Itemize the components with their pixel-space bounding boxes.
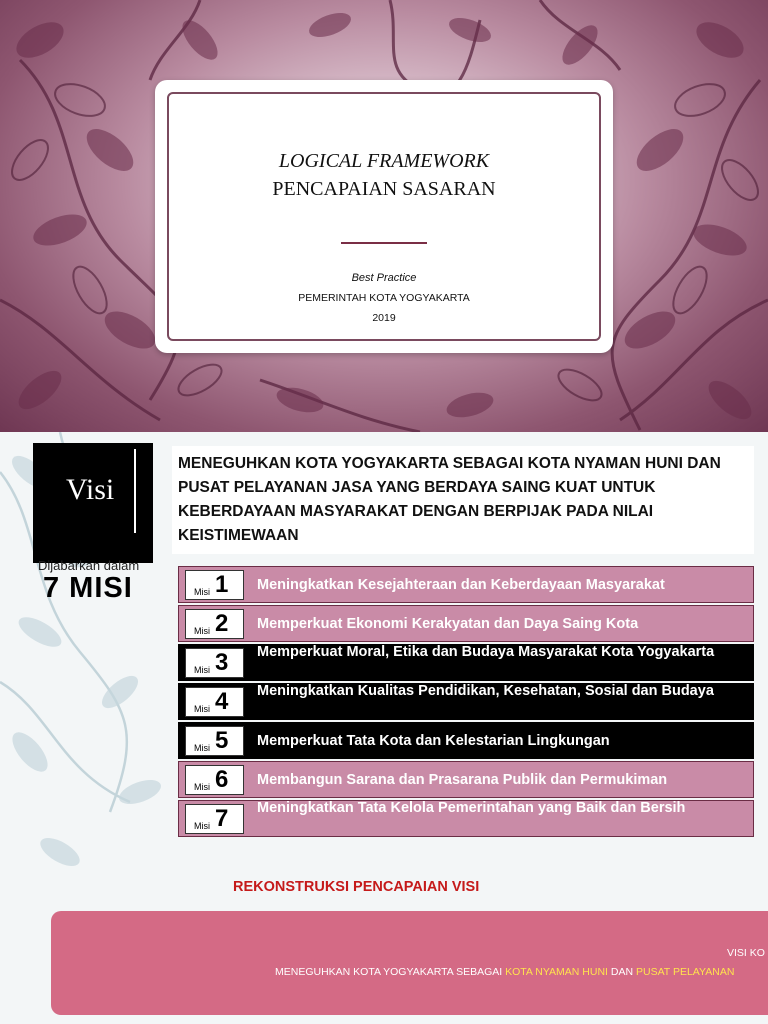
reconstruction-panel — [51, 911, 768, 1015]
misi-number: 3 — [215, 649, 229, 676]
misi-badge — [185, 687, 244, 717]
misi-number: 7 — [215, 805, 229, 832]
subtitle: Best Practice — [351, 272, 417, 284]
misi-number: 2 — [215, 610, 229, 637]
misi-text: Membangun Sarana dan Prasarana Publik dan Permukiman — [257, 771, 668, 788]
misi-badge — [185, 726, 244, 756]
misi-badge — [185, 804, 244, 834]
misi-text: Meningkatkan Kesejahteraan dan Keberdayaan Masyarakat — [257, 576, 665, 593]
visi-label-box — [33, 443, 153, 563]
misi-row-7 — [178, 800, 754, 837]
misi-badge-label: Misi — [194, 626, 210, 636]
misi-number: 6 — [215, 766, 229, 793]
misi-row-5 — [178, 722, 754, 759]
panel-line-1: VISI KO — [727, 947, 765, 959]
misi-badge — [185, 609, 244, 639]
misi-badge-label: Misi — [194, 587, 210, 597]
reconstruction-heading: REKONSTRUKSI PENCAPAIAN VISI — [233, 879, 480, 895]
misi-row-1 — [178, 566, 754, 603]
panel-text: DAN — [607, 966, 636, 978]
misi-text: Memperkuat Tata Kota dan Kelestarian Lingkungan — [257, 732, 610, 749]
visi-divider — [134, 449, 136, 533]
misi-badge — [185, 765, 244, 795]
misi-number: 4 — [215, 688, 229, 715]
misi-row-6 — [178, 761, 754, 798]
misi-text: Memperkuat Moral, Etika dan Budaya Masyarakat Kota Yogyakarta — [257, 644, 715, 660]
misi-badge-label: Misi — [194, 782, 210, 792]
misi-text: Meningkatkan Kualitas Pendidikan, Kesehatan, Sosial dan Budaya — [257, 683, 714, 699]
misi-number: 5 — [215, 727, 229, 754]
panel-highlight: PUSAT PELAYANAN — [635, 966, 735, 978]
elaborated-label: Dijabarkan dalam — [38, 558, 140, 573]
title-card-frame — [167, 92, 601, 341]
misi-badge-label: Misi — [194, 665, 210, 675]
misi-count: 7 MISI — [43, 572, 133, 604]
misi-badge-label: Misi — [194, 704, 210, 714]
visi-statement: MENEGUHKAN KOTA YOGYAKARTA SEBAGAI KOTA NYAMAN HUNI DAN PUSAT PELAYANAN JASA YANG BERDAYA SAING KUAT UNTUK KEBERDAYAAN MASYARAKAT DENGAN BERPIJAK PADA NILAI KEISTIMEWAAN — [172, 446, 754, 554]
panel-text: MENEGUHKAN KOTA YOGYAKARTA SEBAGAI — [275, 966, 506, 978]
title-main: PENCAPAIAN SASARAN — [272, 178, 496, 200]
misi-badge — [185, 570, 244, 600]
misi-badge-label: Misi — [194, 821, 210, 831]
cover-section — [0, 0, 768, 432]
misi-number: 1 — [215, 571, 229, 598]
title-card — [155, 80, 613, 353]
misi-badge-label: Misi — [194, 743, 210, 753]
organization: PEMERINTAH KOTA YOGYAKARTA — [298, 292, 470, 304]
title-italic: LOGICAL FRAMEWORK — [278, 150, 490, 172]
panel-highlight: KOTA NYAMAN HUNI — [505, 966, 608, 978]
panel-line-2 — [275, 966, 734, 978]
year: 2019 — [372, 312, 396, 324]
misi-row-3 — [178, 644, 754, 681]
misi-badge — [185, 648, 244, 678]
misi-row-4 — [178, 683, 754, 720]
visi-label: Visi — [66, 473, 115, 506]
misi-row-2 — [178, 605, 754, 642]
misi-text: Memperkuat Ekonomi Kerakyatan dan Daya Saing Kota — [257, 615, 639, 632]
misi-text: Meningkatkan Tata Kelola Pemerintahan yang Baik dan Bersih — [257, 800, 686, 816]
title-divider — [341, 242, 427, 244]
